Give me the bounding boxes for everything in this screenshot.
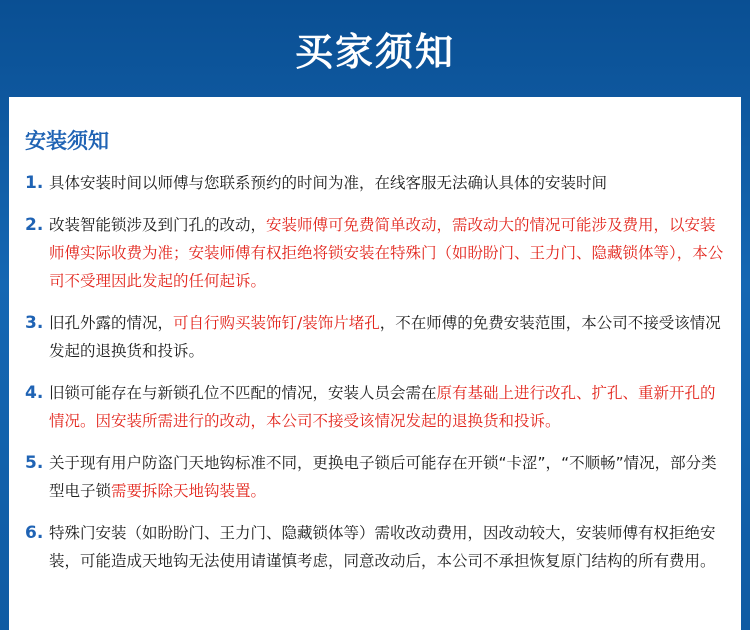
item-number: 1. (25, 173, 44, 193)
item-text-part: 旧孔外露的情况， (49, 314, 174, 332)
item-text-part: 旧锁可能存在与新锁孔位不匹配的情况，安装人员会需在 (49, 384, 437, 402)
item-text-highlight: 需要拆除天地钩装置。 (111, 482, 267, 500)
notice-item-3 (25, 309, 727, 365)
item-text (49, 211, 727, 295)
item-text (49, 449, 727, 505)
item-text (49, 379, 727, 435)
item-text-part: 特殊门安装（如盼盼门、王力门、隐藏锁体等）需收改动费用，因改动较大，安装师傅有权拒绝安装，可能造成天地钩无法使用请谨慎考虑，同意改动后，本公司不承担恢复原门结构的所有费用。 (49, 524, 716, 570)
item-number: 5. (25, 453, 44, 473)
item-text-highlight: 原有基础上进行改孔、扩孔、重新开孔的情况。因安装所需进行的改动，本公司不接受该情况发起的退换货和投诉。 (49, 384, 716, 430)
item-number: 4. (25, 383, 44, 403)
notice-item-1 (25, 169, 727, 197)
item-text (49, 309, 727, 365)
notice-item-4 (25, 379, 727, 435)
header-banner (0, 0, 750, 97)
item-text-part: 具体安装时间以师傅与您联系预约的时间为准，在线客服无法确认具体的安装时间 (49, 174, 608, 192)
item-text (49, 169, 727, 197)
item-number: 3. (25, 313, 44, 333)
item-text-highlight: 可自行购买装饰钉/装饰片堵孔 (173, 314, 380, 332)
item-text-part: 关于现有用户防盗门天地钩标准不同，更换电子锁后可能存在开锁“卡涩”，“不顺畅”情况，部分类型电子锁 (49, 454, 717, 500)
item-text-part: ，不在师傅的免费安装范围，本公司不接受该情况发起的退换货和投诉。 (49, 314, 721, 360)
notice-item-5 (25, 449, 727, 505)
item-number: 6. (25, 523, 44, 543)
section-title: 安装须知 (25, 129, 109, 153)
item-text-part: 改装智能锁涉及到门孔的改动， (49, 216, 267, 234)
item-text (49, 519, 727, 575)
item-text-highlight: 安装师傅可免费简单改动，需改动大的情况可能涉及费用，以安装师傅实际收费为准；安装师傅有权拒绝将锁安装在特殊门（如盼盼门、王力门、隐藏锁体等），本公司不受理因此发起的任何起诉。 (49, 216, 724, 290)
page-title: 买家须知 (294, 30, 455, 74)
notice-panel (9, 97, 741, 630)
notice-item-6 (25, 519, 727, 575)
notice-item-2 (25, 211, 727, 295)
item-number: 2. (25, 215, 44, 235)
